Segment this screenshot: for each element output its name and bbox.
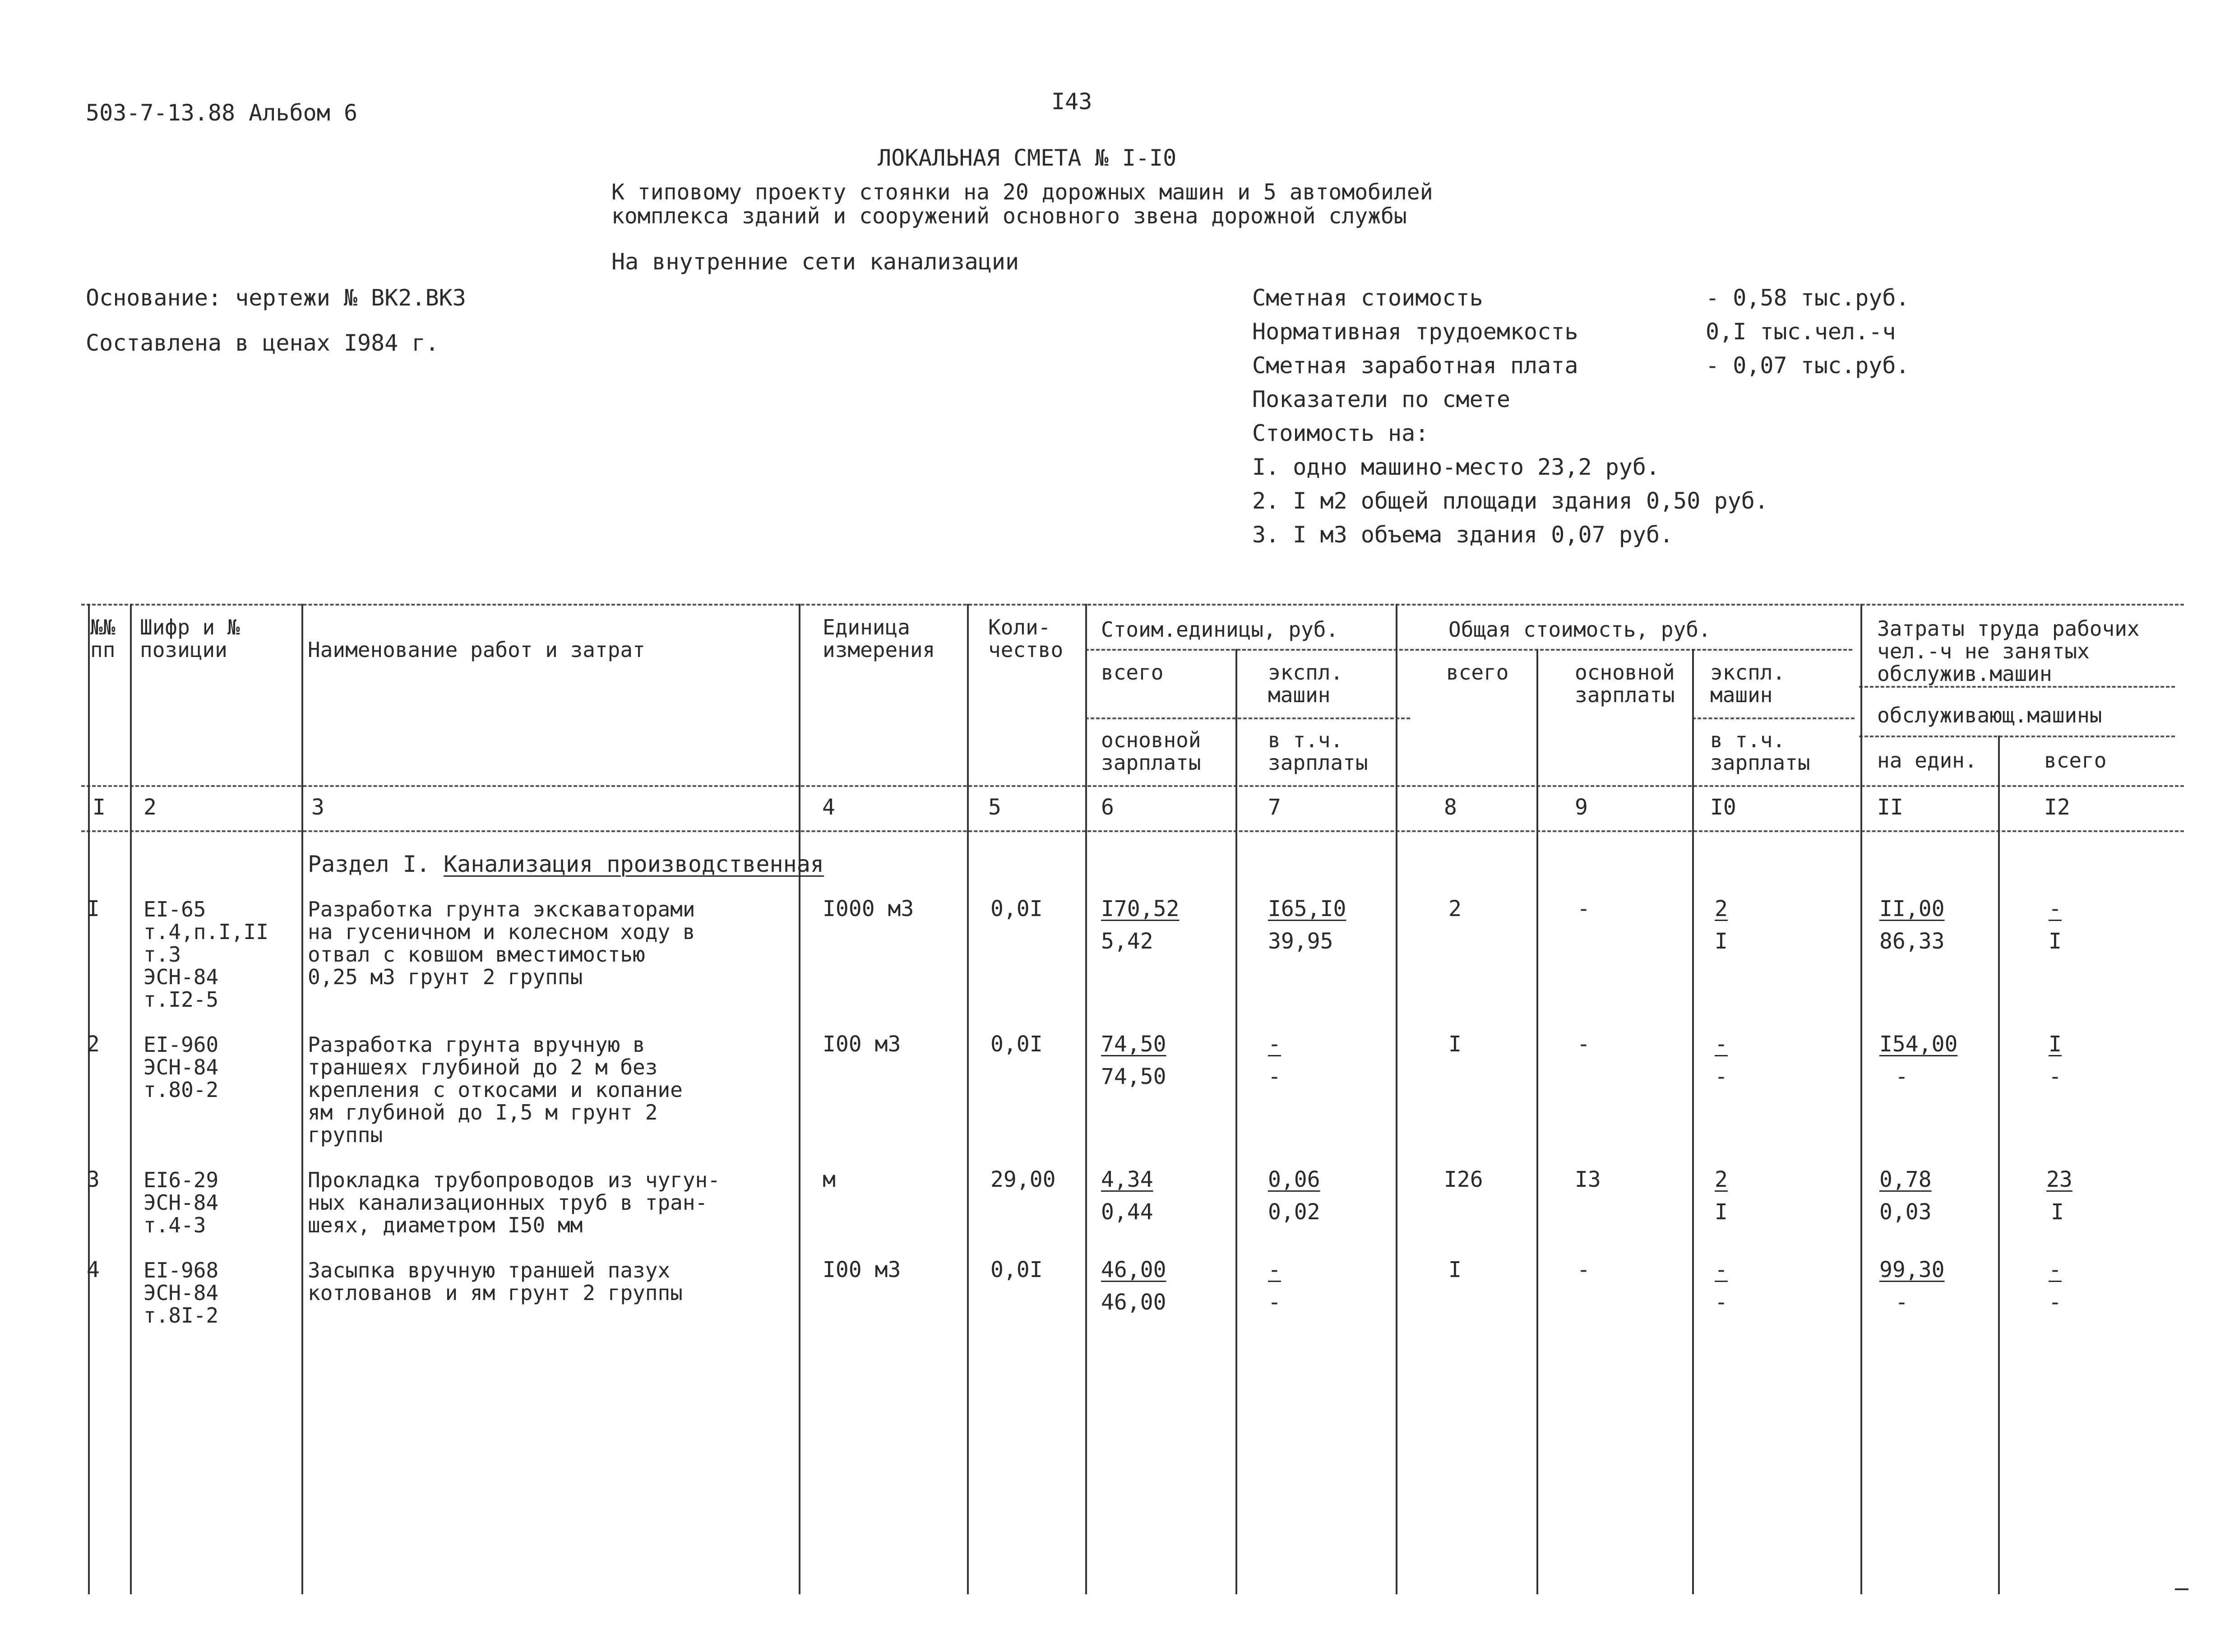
cost-label: Сметная стоимость (1252, 285, 1483, 311)
indicators-heading: Показатели по смете (1252, 386, 1510, 412)
row-4-total-wage: - (1577, 1257, 1590, 1282)
header-bottom-rule (81, 785, 2184, 787)
col-line-9 (1692, 649, 1694, 1594)
header-uc-wage: основной зарплаты (1101, 728, 1201, 775)
row-2-total-machine: - (1715, 1032, 1728, 1057)
row-4-total: I (1448, 1257, 1462, 1282)
col-line-4 (967, 604, 969, 1594)
row-1-total-machine: 2 (1715, 896, 1728, 921)
header-rule-serv (1859, 736, 2175, 737)
cost-value: - 0,58 тыс.руб. (1706, 285, 1910, 311)
row-2-unit-total: 74,50 (1101, 1032, 1166, 1057)
col-line-8 (1536, 649, 1538, 1594)
col-line-0 (88, 604, 90, 1594)
header-uc-total: всего (1101, 660, 1164, 685)
row-3-unit: м (823, 1167, 836, 1192)
header-total-cost: Общая стоимость, руб. (1448, 617, 1711, 642)
row-4-qty: 0,0I (990, 1257, 1043, 1282)
col-number-12: I2 (2044, 795, 2070, 820)
estimate-subject: На внутренние сети канализации (611, 249, 1019, 275)
row-1-labor-serv-total: I (2049, 929, 2062, 954)
row-3-total-machine: 2 (1715, 1167, 1728, 1192)
row-4-unit-total: 46,00 (1101, 1257, 1166, 1282)
row-3-total: I26 (1444, 1167, 1483, 1192)
wage-label: Сметная заработная плата (1252, 352, 1578, 379)
row-4-unit-machine-wage: - (1268, 1290, 1281, 1315)
header-labor-total: всего (2044, 748, 2107, 773)
row-3-labor-serv-total: I (2051, 1199, 2064, 1225)
row-2-total-wage: - (1577, 1032, 1590, 1057)
row-2-qty: 0,0I (990, 1032, 1043, 1057)
album-reference: 503-7-13.88 Альбом 6 (86, 100, 358, 126)
col-line-6 (1235, 649, 1237, 1594)
row-2-labor-unit: I54,00 (1879, 1032, 1958, 1057)
row-1-unit: I000 м3 (823, 896, 914, 921)
col-number-4: 4 (822, 795, 835, 820)
header-labor-serv: обслуживающ.машины (1877, 703, 2102, 727)
header-rule-machine (1692, 717, 1855, 719)
row-3-labor-total: 23 (2046, 1167, 2072, 1192)
page-title: ЛОКАЛЬНАЯ СМЕТА № I-I0 (878, 145, 1177, 171)
col-line-3 (799, 604, 800, 1594)
section-heading (308, 853, 824, 875)
row-2-total: I (1448, 1032, 1462, 1057)
indicator-2: 2. I м2 общей площади здания 0,50 руб. (1252, 488, 1768, 514)
wage-value: - 0,07 тыс.руб. (1706, 352, 1910, 379)
row-1-labor-serv-unit: 86,33 (1879, 929, 1945, 954)
header-tc-wage: основной зарплаты (1575, 660, 1675, 707)
page-number: I43 (1051, 88, 1092, 115)
row-3-name: Прокладка трубопроводов из чугун- ных канализационных труб в тран- шеях, диаметром I50 мм (308, 1168, 720, 1237)
row-2-unit-wage: 74,50 (1101, 1064, 1166, 1089)
row-2-number: 2 (87, 1032, 100, 1057)
header-labor: Затраты труда рабочих чел.-ч не занятых обслужив.машин (1877, 616, 2140, 686)
row-3-labor-unit: 0,78 (1879, 1167, 1932, 1192)
row-1-code: EI-65 т.4,п.I,II т.3 ЭСН-84 т.I2-5 (143, 897, 268, 1012)
row-1-unit-machine-wage: 39,95 (1268, 929, 1333, 954)
row-3-labor-serv-unit: 0,03 (1879, 1199, 1932, 1225)
header-tc-total: всего (1446, 660, 1509, 685)
row-3-total-wage: I3 (1575, 1167, 1601, 1192)
col-line-11 (1998, 736, 2000, 1594)
col-line-7 (1396, 604, 1397, 1594)
row-1-labor-total: - (2049, 896, 2062, 921)
row-4-name: Засыпка вручную траншей пазух котлованов и ям грунт 2 группы (308, 1258, 683, 1305)
row-1-total-wage: - (1577, 896, 1590, 921)
header-uc-machine: экспл. машин (1268, 660, 1343, 707)
header-labor-per-unit: на един. (1877, 748, 1977, 773)
header-row-number: №№ пп (90, 615, 116, 662)
col-line-5 (1085, 604, 1087, 1594)
header-unit-cost: Стоим.единицы, руб. (1101, 617, 1339, 642)
row-2-labor-serv-total: - (2049, 1064, 2062, 1089)
row-3-number: 3 (87, 1167, 100, 1192)
row-2-labor-total: I (2049, 1032, 2062, 1057)
row-3-qty: 29,00 (990, 1167, 1056, 1192)
row-4-unit-wage: 46,00 (1101, 1290, 1166, 1315)
col-number-10: I0 (1710, 795, 1736, 820)
row-4-unit: I00 м3 (823, 1257, 901, 1282)
table-top-rule (81, 604, 2184, 606)
row-3-unit-machine-wage: 0,02 (1268, 1199, 1320, 1225)
col-number-3: 3 (311, 795, 324, 820)
row-1-labor-unit: II,00 (1879, 896, 1945, 921)
row-4-unit-machine: - (1268, 1257, 1281, 1282)
header-rule-unit-cost (1085, 717, 1410, 719)
estimate-basis: Основание: чертежи № ВК2.ВК3 (86, 285, 466, 311)
subtitle-line-2: комплекса зданий и сооружений основного звена дорожной службы (611, 204, 1407, 229)
col-number-7: 7 (1268, 795, 1281, 820)
row-2-labor-serv-unit: - (1895, 1064, 1908, 1089)
row-3-unit-machine: 0,06 (1268, 1167, 1320, 1192)
row-2-unit: I00 м3 (823, 1032, 901, 1057)
row-2-name: Разработка грунта вручную в траншеях глубиной до 2 м без крепления с откосами и копание ям глубиной до I,5 м грунт 2 группы (308, 1032, 683, 1147)
cost-for-heading: Стоимость на: (1252, 420, 1429, 446)
col-line-10 (1860, 604, 1862, 1594)
col-number-9: 9 (1575, 795, 1588, 820)
row-3-unit-total: 4,34 (1101, 1167, 1153, 1192)
section-title: Канализация производственная (444, 851, 824, 877)
row-2-total-machine-wage: - (1715, 1064, 1728, 1089)
col-number-2: 2 (143, 795, 157, 820)
header-quantity: Коли- чество (988, 615, 1064, 662)
header-uc-incl-wage: в т.ч. зарплаты (1268, 728, 1368, 775)
col-line-2 (301, 604, 303, 1594)
row-3-unit-wage: 0,44 (1101, 1199, 1153, 1225)
row-1-total: 2 (1448, 896, 1462, 921)
row-4-labor-unit: 99,30 (1879, 1257, 1945, 1282)
section-prefix: Раздел I. (308, 851, 444, 877)
row-4-total-machine: - (1715, 1257, 1728, 1282)
header-rule-labor (1859, 686, 2175, 688)
labor-label: Нормативная трудоемкость (1252, 319, 1578, 345)
colnum-bottom-rule (81, 830, 2184, 832)
row-1-number: I (87, 896, 100, 921)
row-4-labor-serv-unit: - (1895, 1290, 1908, 1315)
page-edge-mark (2175, 1588, 2188, 1590)
header-tc-incl-wage: в т.ч. зарплаты (1710, 728, 1810, 775)
header-code: Шифр и № позиции (140, 615, 240, 662)
indicator-3: 3. I м3 объема здания 0,07 руб. (1252, 522, 1674, 548)
row-3-total-machine-wage: I (1715, 1199, 1728, 1225)
row-1-unit-machine: I65,I0 (1268, 896, 1346, 921)
price-base: Составлена в ценах I984 г. (86, 330, 439, 356)
row-4-total-machine-wage: - (1715, 1290, 1728, 1315)
row-1-name: Разработка грунта экскаваторами на гусеничном и колесном ходу в отвал с ковшом вместимостью 0,25 м3 грунт 2 группы (308, 897, 695, 989)
row-4-number: 4 (87, 1257, 100, 1282)
row-1-total-machine-wage: I (1715, 929, 1728, 954)
col-number-8: 8 (1444, 795, 1457, 820)
header-unit: Единица измерения (823, 615, 935, 662)
col-number-5: 5 (988, 795, 1001, 820)
col-number-6: 6 (1101, 795, 1114, 820)
col-number-11: II (1877, 795, 1903, 820)
row-2-code: EI-960 ЭСН-84 т.80-2 (143, 1032, 219, 1102)
header-tc-machine: экспл. машин (1710, 660, 1786, 707)
row-4-labor-serv-total: - (2049, 1290, 2062, 1315)
col-number-1: I (93, 795, 106, 820)
row-3-code: EI6-29 ЭСН-84 т.4-3 (143, 1168, 219, 1237)
col-line-1 (130, 604, 132, 1594)
subtitle-line-1: К типовому проекту стоянки на 20 дорожных машин и 5 автомобилей (611, 180, 1433, 205)
row-4-labor-total: - (2049, 1257, 2062, 1282)
labor-value: 0,I тыс.чел.-ч (1706, 319, 1896, 345)
row-1-unit-total: I70,52 (1101, 896, 1180, 921)
header-rule-1 (1085, 649, 1852, 651)
row-1-unit-wage: 5,42 (1101, 929, 1153, 954)
header-work-name: Наименование работ и затрат (308, 638, 645, 662)
indicator-1: I. одно машино-место 23,2 руб. (1252, 454, 1660, 480)
row-1-qty: 0,0I (990, 896, 1043, 921)
row-2-unit-machine: - (1268, 1032, 1281, 1057)
row-2-unit-machine-wage: - (1268, 1064, 1281, 1089)
row-4-code: EI-968 ЭСН-84 т.8I-2 (143, 1258, 219, 1328)
